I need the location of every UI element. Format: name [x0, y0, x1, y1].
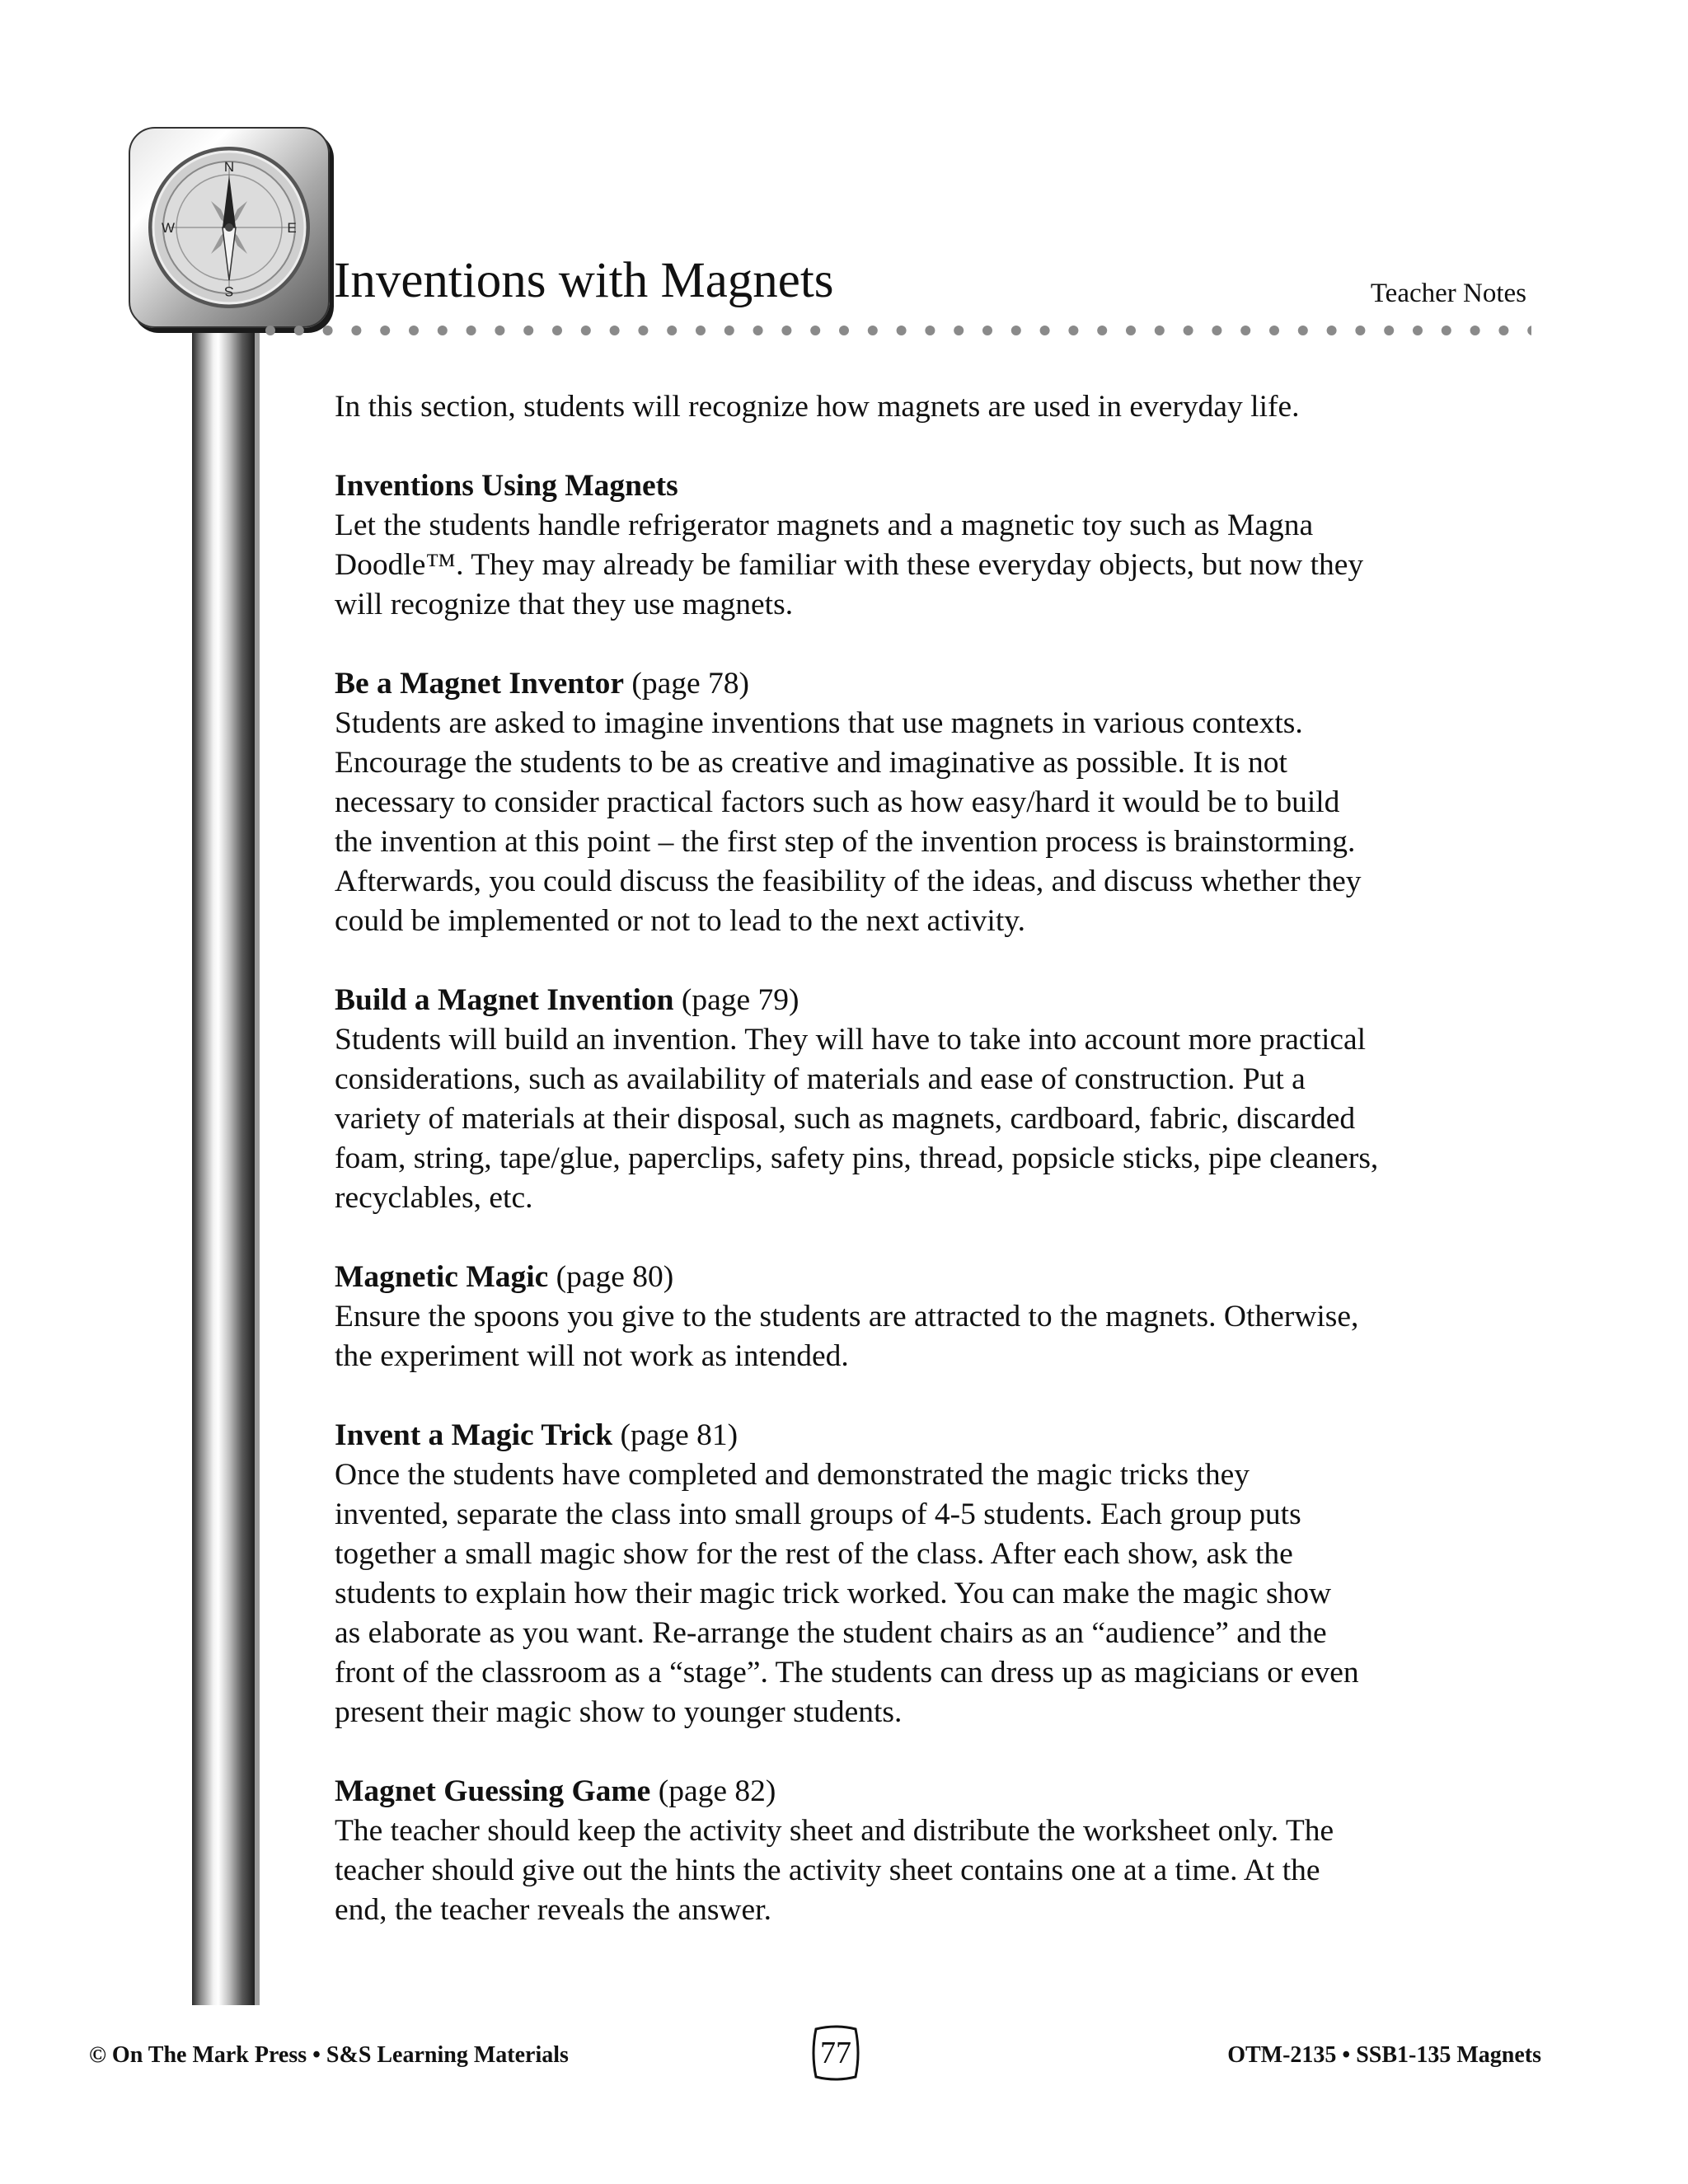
section-heading: Be a Magnet Inventor — [335, 667, 624, 701]
divider-dot — [1040, 326, 1050, 335]
section-text-line: the experiment will not work as intended. — [335, 1339, 849, 1373]
page-number: 77 — [820, 2036, 851, 2070]
divider-dot — [1240, 326, 1250, 335]
dotted-divider — [262, 321, 1531, 340]
divider-dot — [1413, 326, 1423, 335]
compass-badge — [129, 127, 330, 328]
section-heading-line — [335, 1416, 1538, 1455]
compass-icon — [145, 143, 313, 312]
divider-dot — [1212, 326, 1221, 335]
pole-shadow — [255, 313, 260, 2005]
compass-west-label: W — [161, 220, 176, 236]
section-heading-line — [335, 664, 1538, 704]
section-text-line: present their magic show to younger students. — [335, 1695, 903, 1729]
divider-dot — [667, 326, 677, 335]
divider-dot — [265, 326, 275, 335]
section-text-line: Students will build an invention. They will have to take into account more practical — [335, 1023, 1367, 1057]
section-text-line: Let the students handle refrigerator magnets and a magnetic toy such as Magna — [335, 509, 1314, 542]
section-text-line: will recognize that they use magnets. — [335, 588, 794, 621]
section-text-line: Afterwards, you could discuss the feasibility of the ideas, and discuss whether they — [335, 865, 1362, 898]
section-page-ref: (page 80) — [556, 1260, 674, 1294]
divider-dot — [581, 326, 591, 335]
divider-dot — [724, 326, 734, 335]
divider-dot — [1470, 326, 1480, 335]
divider-dot — [610, 326, 620, 335]
divider-dot — [925, 326, 935, 335]
section-heading-line — [335, 981, 1538, 1020]
intro-paragraph: In this section, students will recognize how magnets are used in everyday life. — [335, 390, 1300, 424]
divider-dot — [495, 326, 504, 335]
section-text-line: end, the teacher reveals the answer. — [335, 1893, 771, 1927]
compass-east-label: E — [287, 220, 297, 236]
divider-dot — [1155, 326, 1165, 335]
section-heading: Build a Magnet Invention — [335, 983, 674, 1017]
section-heading-line — [335, 466, 1538, 506]
section-text-line: Ensure the spoons you give to the students are attracted to the magnets. Otherwise, — [335, 1300, 1359, 1333]
compass-north-label: N — [223, 159, 235, 175]
section-1 — [335, 466, 1538, 625]
divider-dot — [351, 326, 361, 335]
footer-product-code: OTM-2135 • SSB1-135 Magnets — [1227, 2042, 1541, 2068]
footer-copyright: © On The Mark Press • S&S Learning Materials — [89, 2042, 569, 2068]
section-6 — [335, 1772, 1538, 1930]
section-text-line: considerations, such as availability of materials and ease of construction. Put a — [335, 1062, 1306, 1096]
section-tag: Teacher Notes — [1370, 279, 1526, 308]
divider-dot — [696, 326, 706, 335]
divider-dot — [552, 326, 562, 335]
divider-dot — [868, 326, 878, 335]
section-text-line: necessary to consider practical factors such as how easy/hard it would be to build — [335, 785, 1340, 819]
section-text-line: invented, separate the class into small groups of 4-5 students. Each group puts — [335, 1497, 1301, 1531]
divider-dot — [323, 326, 333, 335]
divider-dot — [523, 326, 533, 335]
divider-dot — [954, 326, 964, 335]
section-page-ref: (page 81) — [620, 1418, 738, 1452]
section-3 — [335, 981, 1538, 1218]
divider-dot — [1184, 326, 1193, 335]
section-heading: Invent a Magic Trick — [335, 1418, 613, 1452]
section-text-line: Once the students have completed and demonstrated the magic tricks they — [335, 1458, 1250, 1492]
section-text-line: front of the classroom as a “stage”. The students can dress up as magicians or even — [335, 1656, 1359, 1690]
section-page-ref: (page 79) — [681, 983, 799, 1017]
section-text-line: could be implemented or not to lead to the next activity. — [335, 904, 1025, 938]
section-text-line: students to explain how their magic trick worked. You can make the magic show — [335, 1577, 1332, 1610]
section-text-line: Students are asked to imagine inventions that use magnets in various contexts. — [335, 706, 1303, 740]
divider-dot — [1327, 326, 1337, 335]
divider-dot — [1298, 326, 1308, 335]
divider-dot — [409, 326, 419, 335]
divider-dot — [1355, 326, 1365, 335]
section-text-line: teacher should give out the hints the activity sheet contains one at a time. At the — [335, 1854, 1320, 1887]
section-2 — [335, 664, 1538, 941]
divider-dot — [810, 326, 820, 335]
divider-dot — [839, 326, 849, 335]
section-text-line: The teacher should keep the activity sheet and distribute the worksheet only. The — [335, 1814, 1334, 1848]
divider-dot — [1269, 326, 1279, 335]
section-page-ref: (page 82) — [658, 1774, 776, 1808]
divider-dot — [753, 326, 763, 335]
section-text-line: as elaborate as you want. Re-arrange the student chairs as an “audience” and the — [335, 1616, 1327, 1650]
section-text-line: variety of materials at their disposal, such as magnets, cardboard, fabric, discarded — [335, 1102, 1356, 1136]
divider-dot — [1126, 326, 1136, 335]
divider-dot — [1384, 326, 1394, 335]
divider-dot — [467, 326, 476, 335]
section-heading: Magnetic Magic — [335, 1260, 549, 1294]
section-4 — [335, 1258, 1538, 1376]
section-heading: Magnet Guessing Game — [335, 1774, 651, 1808]
section-text-line: foam, string, tape/glue, paperclips, safety pins, thread, popsicle sticks, pipe cleaners, — [335, 1141, 1379, 1175]
section-text-line: Doodle™. They may already be familiar with these everyday objects, but now they — [335, 548, 1364, 582]
divider-dot — [982, 326, 992, 335]
section-page-ref: (page 78) — [631, 667, 750, 701]
divider-dot — [1011, 326, 1021, 335]
section-text-line: the invention at this point – the first step of the invention process is brainstorming. — [335, 825, 1356, 859]
decorative-pole — [192, 313, 255, 2005]
divider-dot — [380, 326, 390, 335]
page-title: Inventions with Magnets — [334, 253, 834, 308]
section-heading: Inventions Using Magnets — [335, 469, 678, 503]
section-text-line: together a small magic show for the rest of the class. After each show, ask the — [335, 1537, 1293, 1571]
section-text-line: recyclables, etc. — [335, 1181, 533, 1215]
document-body — [335, 387, 1538, 1970]
divider-dot — [1068, 326, 1078, 335]
divider-dot — [1527, 326, 1531, 335]
section-heading-line — [335, 1772, 1538, 1811]
section-heading-line — [335, 1258, 1538, 1297]
section-list — [335, 466, 1538, 1930]
divider-dot — [897, 326, 907, 335]
divider-dot — [638, 326, 648, 335]
divider-dot — [1498, 326, 1508, 335]
divider-dot — [438, 326, 448, 335]
divider-dot — [1097, 326, 1107, 335]
compass-south-label: S — [224, 284, 234, 299]
divider-dot — [294, 326, 304, 335]
section-5 — [335, 1416, 1538, 1732]
section-text-line: Encourage the students to be as creative and imaginative as possible. It is not — [335, 746, 1287, 780]
divider-dot — [1442, 326, 1451, 335]
divider-dot — [781, 326, 791, 335]
